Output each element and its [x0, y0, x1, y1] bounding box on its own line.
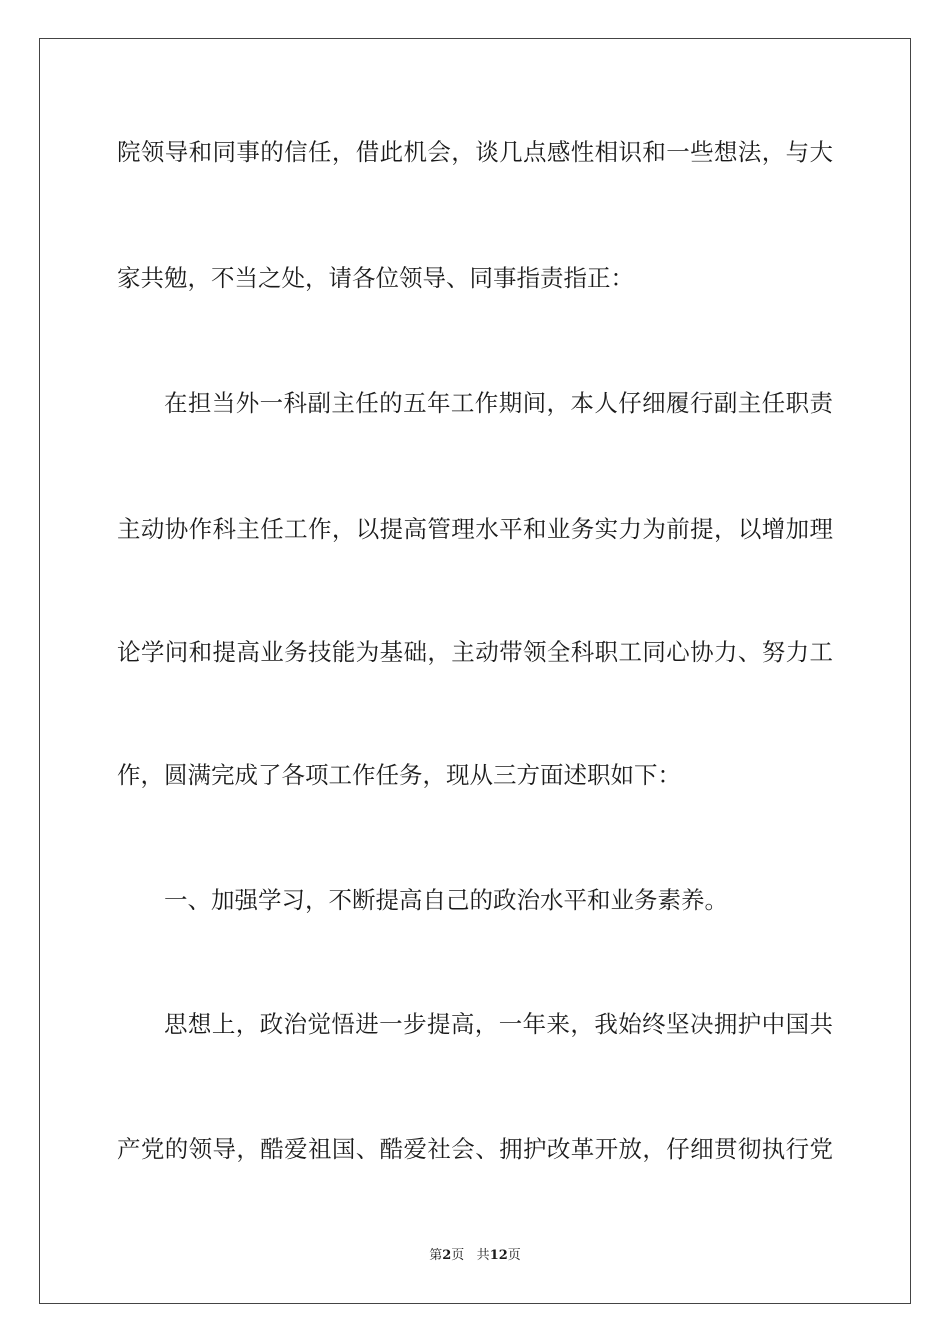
body-line-9: 产党的领导，酷爱祖国、酷爱社会、拥护改革开放，仔细贯彻执行党: [117, 1135, 833, 1163]
body-line-5: 论学问和提高业务技能为基础，主动带领全科职工同心协力、努力工: [117, 638, 833, 666]
page-footer: [0, 1248, 950, 1264]
footer-total-suffix: 页: [507, 1248, 521, 1263]
footer-prefix: 第: [429, 1248, 443, 1263]
body-line-4: 主动协作科主任工作，以提高管理水平和业务实力为前提，以增加理: [117, 515, 833, 543]
body-line-6: 作，圆满完成了各项工作任务，现从三方面述职如下：: [117, 761, 681, 789]
footer-total-prefix: 共: [476, 1248, 490, 1263]
body-line-2: 家共勉，不当之处，请各位领导、同事指责指正：: [117, 264, 634, 292]
footer-page-number: 2: [442, 1248, 452, 1263]
footer-total-pages: 12: [489, 1248, 508, 1263]
body-line-1: 院领导和同事的信任，借此机会，谈几点感性相识和一些想法，与大: [117, 138, 833, 166]
body-line-8: 思想上，政治觉悟进一步提高，一年来，我始终坚决拥护中国共: [164, 1010, 833, 1038]
footer-page-suffix: 页: [451, 1248, 465, 1263]
section-heading-1: 一、加强学习，不断提高自己的政治水平和业务素养。: [164, 886, 728, 914]
body-line-3: 在担当外一科副主任的五年工作期间，本人仔细履行副主任职责: [164, 389, 833, 417]
page-border: [39, 38, 911, 1304]
